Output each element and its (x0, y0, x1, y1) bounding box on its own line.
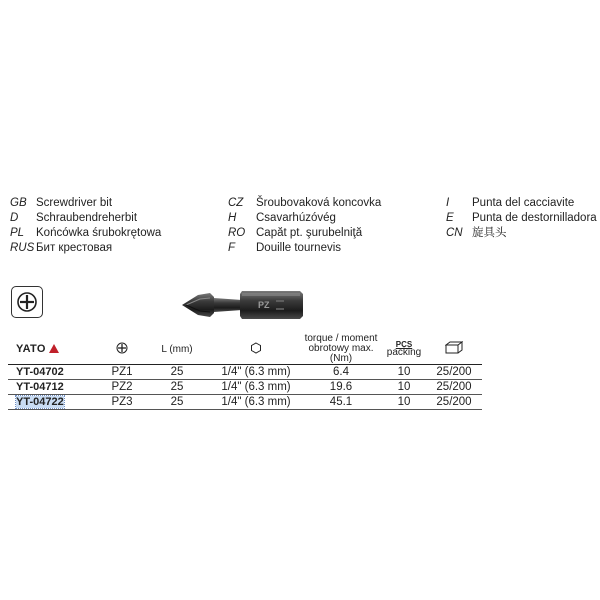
lang-code: CZ (228, 197, 244, 209)
lang-name: 旋具头 (472, 227, 507, 239)
lang-code: I (446, 197, 450, 209)
lang-code: E (446, 212, 454, 224)
pcs-value: 10 (382, 395, 426, 410)
lang-name: Schraubendreherbit (36, 212, 138, 224)
box-icon (445, 341, 463, 354)
lang-code: H (228, 212, 237, 224)
lang-code: PL (10, 227, 25, 239)
lang-code: CN (446, 227, 463, 239)
pcs-value: 10 (382, 365, 426, 380)
pozidriv-symbol-icon (11, 286, 43, 318)
torque-header (300, 334, 382, 365)
pcs-header-sub: packing (386, 347, 422, 358)
table-row (8, 365, 482, 380)
bit-length: 25 (142, 380, 212, 395)
torque-value: 45.1 (300, 395, 382, 410)
product-code-selected[interactable] (8, 395, 102, 410)
type-header (102, 334, 142, 365)
pcs-value: 10 (382, 380, 426, 395)
torque-header-line2: obrotowy max. (Nm) (308, 343, 374, 364)
pcs-header (382, 334, 426, 365)
lang-code: GB (10, 197, 27, 209)
lang-code: D (10, 212, 19, 224)
bit-type: PZ2 (102, 380, 142, 395)
product-code: YT-04712 (8, 380, 102, 395)
package-header (426, 334, 482, 365)
bit-type: PZ3 (102, 395, 142, 410)
brand-header (8, 334, 102, 365)
lang-code: F (228, 242, 236, 254)
warning-triangle-icon (49, 344, 59, 353)
selected-text[interactable]: YT-04722 (16, 395, 64, 408)
lang-code: RUS (10, 242, 35, 254)
pack-value: 25/200 (426, 365, 482, 380)
table-row (8, 395, 482, 410)
hexagon-icon (250, 342, 262, 354)
product-code: YT-04702 (8, 365, 102, 380)
lang-name: Punta del cacciavite (472, 197, 575, 209)
torque-value: 6.4 (300, 365, 382, 380)
pcs-header-label: PCS (395, 340, 413, 349)
table-row (8, 380, 482, 395)
lang-name: Бит крестовая (36, 242, 113, 254)
pack-value: 25/200 (426, 395, 482, 410)
lang-code: RO (228, 227, 246, 239)
lang-name: Capăt pt. şurubelniţă (256, 227, 363, 239)
torque-header-line1: torque / moment (304, 333, 378, 344)
bit-length: 25 (142, 395, 212, 410)
drive-size: 1/4" (6.3 mm) (212, 365, 300, 380)
pack-value: 25/200 (426, 380, 482, 395)
bit-length: 25 (142, 365, 212, 380)
lang-name: Šroubovaková koncovka (256, 197, 382, 209)
lang-name: Końcówka śrubokrętowa (36, 227, 162, 239)
pozidriv-header-icon (116, 342, 128, 354)
length-header: L (mm) (142, 334, 212, 365)
drive-size: 1/4" (6.3 mm) (212, 395, 300, 410)
drive-size: 1/4" (6.3 mm) (212, 380, 300, 395)
drive-header (212, 334, 300, 365)
spec-table (8, 334, 482, 410)
lang-name: Punta de destornilladora (472, 212, 597, 224)
lang-name: Douille tournevis (256, 242, 342, 254)
lang-name: Csavarhúzóvég (256, 212, 336, 224)
torque-value: 19.6 (300, 380, 382, 395)
bit-type: PZ1 (102, 365, 142, 380)
lang-name: Screwdriver bit (36, 197, 113, 209)
bit-marking: PZ (258, 300, 270, 310)
yato-logo: YATO (16, 343, 46, 355)
screwdriver-bit-image (180, 281, 335, 329)
